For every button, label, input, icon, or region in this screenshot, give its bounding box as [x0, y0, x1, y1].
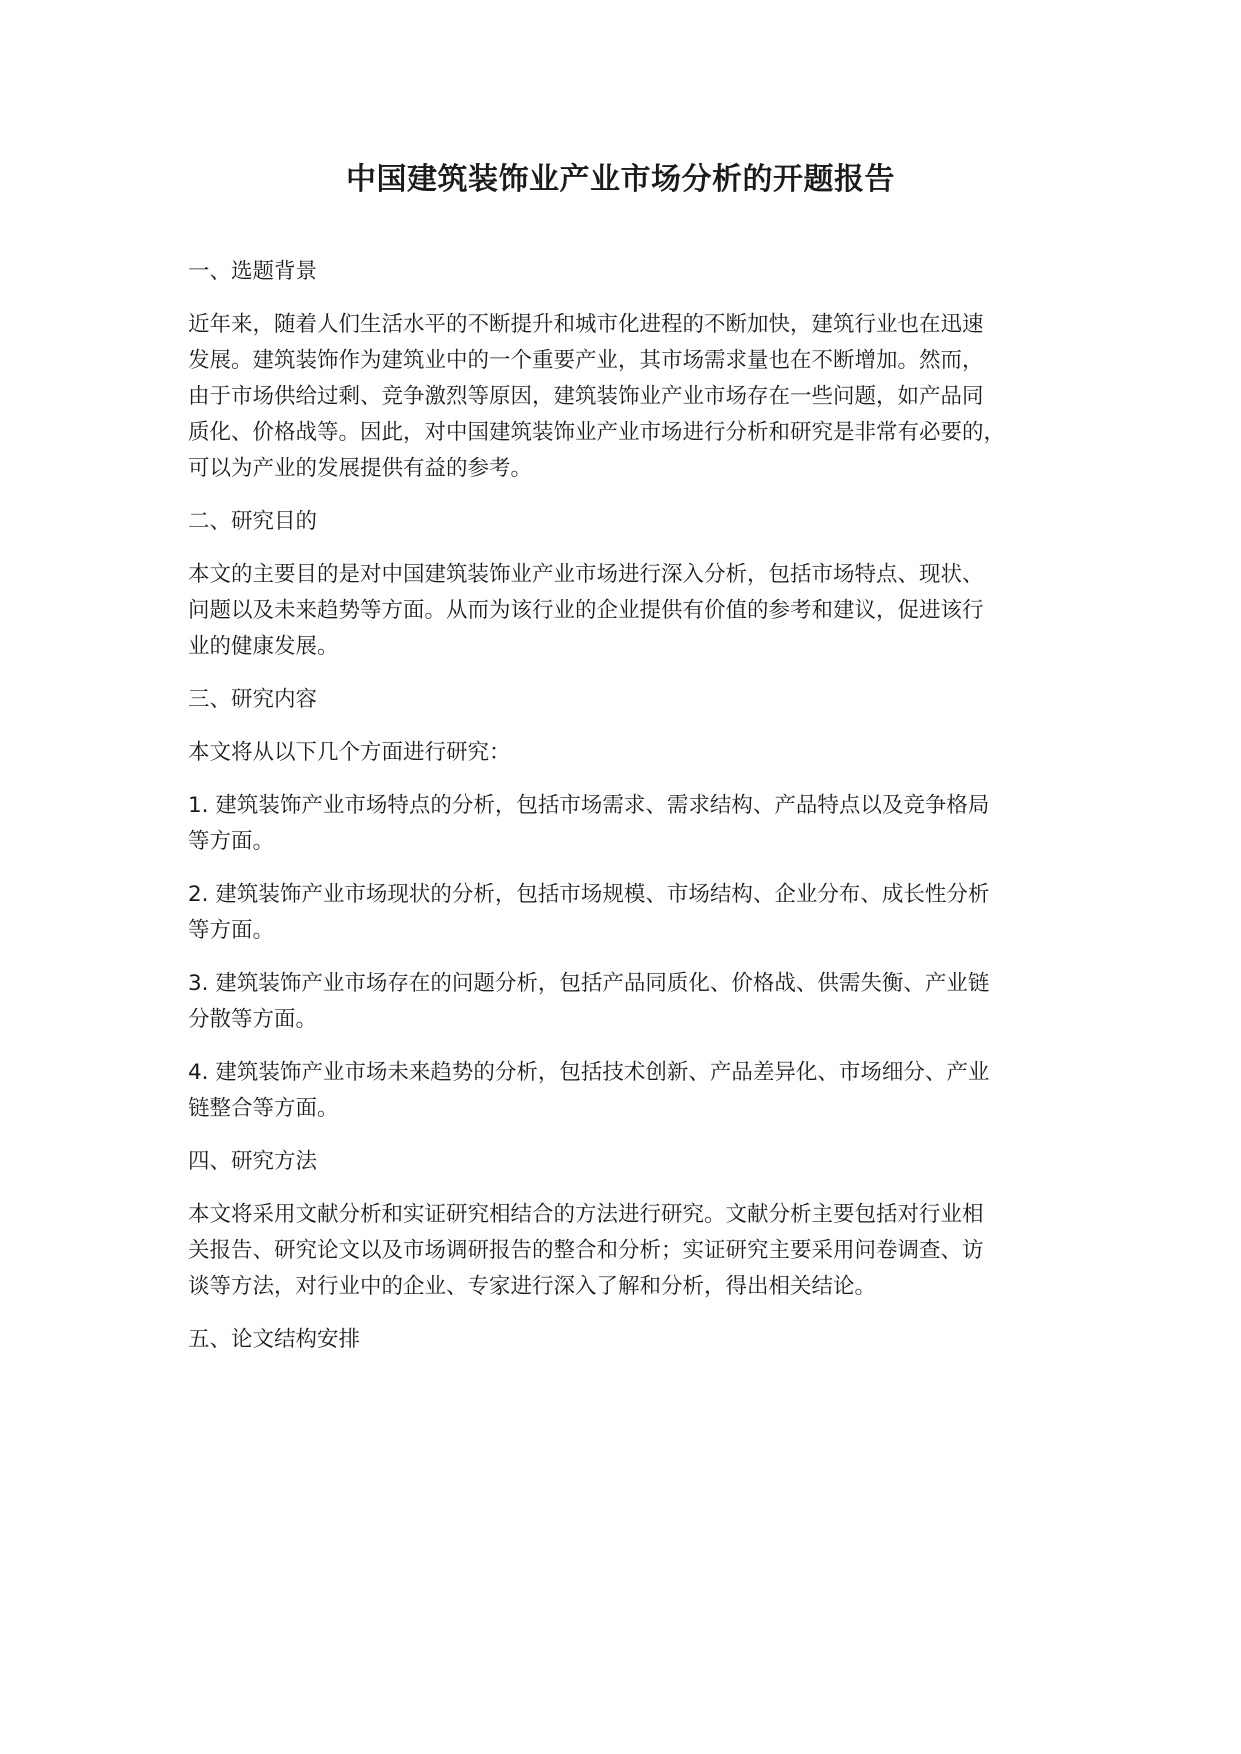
paragraph-line: 关报告、研究论文以及市场调研报告的整合和分析；实证研究主要采用问卷调查、访 — [188, 1238, 984, 1263]
list-item-line: 链整合等方面。 — [188, 1096, 339, 1121]
section-heading-background: 一、选题背景 — [188, 259, 318, 284]
document-title: 中国建筑装饰业产业市场分析的开题报告 — [346, 162, 895, 197]
paragraph-line: 可以为产业的发展提供有益的参考。 — [188, 456, 533, 481]
section-heading-method: 四、研究方法 — [188, 1149, 318, 1174]
section-heading-content: 三、研究内容 — [188, 687, 318, 712]
section-heading-structure: 五、论文结构安排 — [188, 1327, 361, 1352]
paragraph-line: 近年来，随着人们生活水平的不断提升和城市化进程的不断加快，建筑行业也在迅速 — [188, 312, 984, 337]
paragraph-line: 本文将从以下几个方面进行研究： — [188, 740, 511, 765]
list-item-line: 1. 建筑装饰产业市场特点的分析，包括市场需求、需求结构、产品特点以及竞争格局 — [188, 793, 990, 818]
paragraph-line: 本文的主要目的是对中国建筑装饰业产业市场进行深入分析，包括市场特点、现状、 — [188, 562, 984, 587]
list-item-line: 等方面。 — [188, 829, 275, 854]
list-item-line: 等方面。 — [188, 918, 275, 943]
paragraph-line: 业的健康发展。 — [188, 634, 339, 659]
paragraph-line: 发展。建筑装饰作为建筑业中的一个重要产业，其市场需求量也在不断增加。然而， — [188, 348, 984, 373]
paragraph-line: 由于市场供给过剩、竞争激烈等原因，建筑装饰业产业市场存在一些问题，如产品同 — [188, 384, 984, 409]
list-item-line: 3. 建筑装饰产业市场存在的问题分析，包括产品同质化、价格战、供需失衡、产业链 — [188, 971, 990, 996]
paragraph-line: 质化、价格战等。因此，对中国建筑装饰业产业市场进行分析和研究是非常有必要的， — [188, 420, 1006, 445]
list-item-line: 4. 建筑装饰产业市场未来趋势的分析，包括技术创新、产品差异化、市场细分、产业 — [188, 1060, 990, 1085]
list-item-line: 2. 建筑装饰产业市场现状的分析，包括市场规模、市场结构、企业分布、成长性分析 — [188, 882, 990, 907]
paragraph-line: 问题以及未来趋势等方面。从而为该行业的企业提供有价值的参考和建议，促进该行 — [188, 598, 984, 623]
section-heading-purpose: 二、研究目的 — [188, 509, 318, 534]
paragraph-line: 谈等方法，对行业中的企业、专家进行深入了解和分析，得出相关结论。 — [188, 1274, 877, 1299]
paragraph-line: 本文将采用文献分析和实证研究相结合的方法进行研究。文献分析主要包括对行业相 — [188, 1202, 984, 1227]
list-item-line: 分散等方面。 — [188, 1007, 318, 1032]
